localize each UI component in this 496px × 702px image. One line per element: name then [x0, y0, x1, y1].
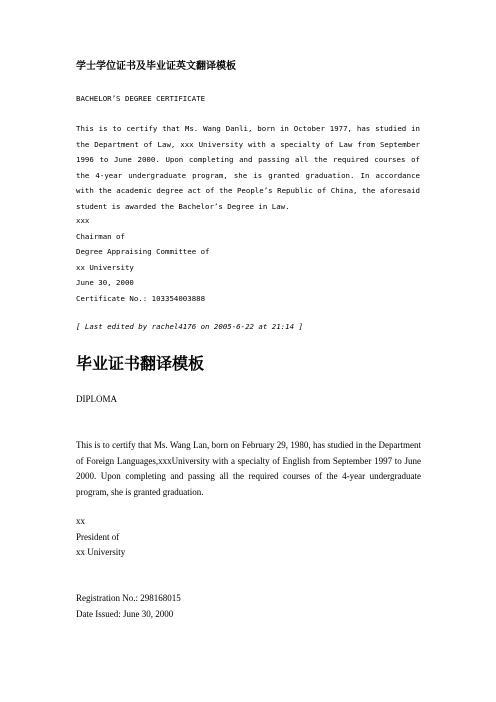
signatory-title: Chairman of [76, 231, 125, 241]
diploma-footer [76, 591, 181, 622]
diploma-body: This is to certify that Ms. Wang Lan, born on February 29, 1980, has studied in the Department of Foreign Languages,xxxUniversity with a specialty of English from September 1997 to June 2000. Upon completing and passing all the required courses of the 4-year undergraduate program, she is granted graduation. [76, 440, 421, 497]
signatory-committee: Degree Appraising Committee of [76, 247, 210, 256]
president-university: xx University [76, 547, 126, 557]
date-issued: Date Issued: June 30, 2000 [76, 608, 174, 619]
signatory-university: xx University [76, 262, 134, 272]
president-title: President of [76, 531, 120, 542]
president-name: xx [76, 516, 85, 526]
diploma-signature-block [76, 514, 125, 561]
certificate-date: June 30, 2000 [76, 278, 134, 287]
diploma-heading: DIPLOMA [76, 394, 118, 404]
template-title: 学士学位证书及毕业证英文翻译模板 [76, 61, 236, 72]
signatory-name: xxx [76, 216, 90, 225]
certificate-signature-block [76, 213, 210, 306]
certificate-body: This is to certify that Ms. Wang Danli, born in October 1977, has studied in the Department of Law, xxx University with a specialty of Law from September 1996 to June 2000. Upon completing and passing all the required courses of the 4-year undergraduate program, she is granted graduation. In accordance with the academic degree act of the People’s Republic of China, the aforesaid student is awarded the Bachelor’s Degree in Law. [76, 124, 420, 211]
diploma-template-title: 毕业证书翻译模板 [76, 354, 205, 373]
certificate-number: Certificate No.: 103354003888 [76, 293, 206, 303]
edit-note: [ Last edited by rachel4176 on 2005-6-22 at 21:14 ] [76, 322, 303, 331]
certificate-heading: BACHELOR’S DEGREE CERTIFICATE [76, 94, 206, 103]
registration-number: Registration No.: 298168015 [76, 593, 181, 603]
